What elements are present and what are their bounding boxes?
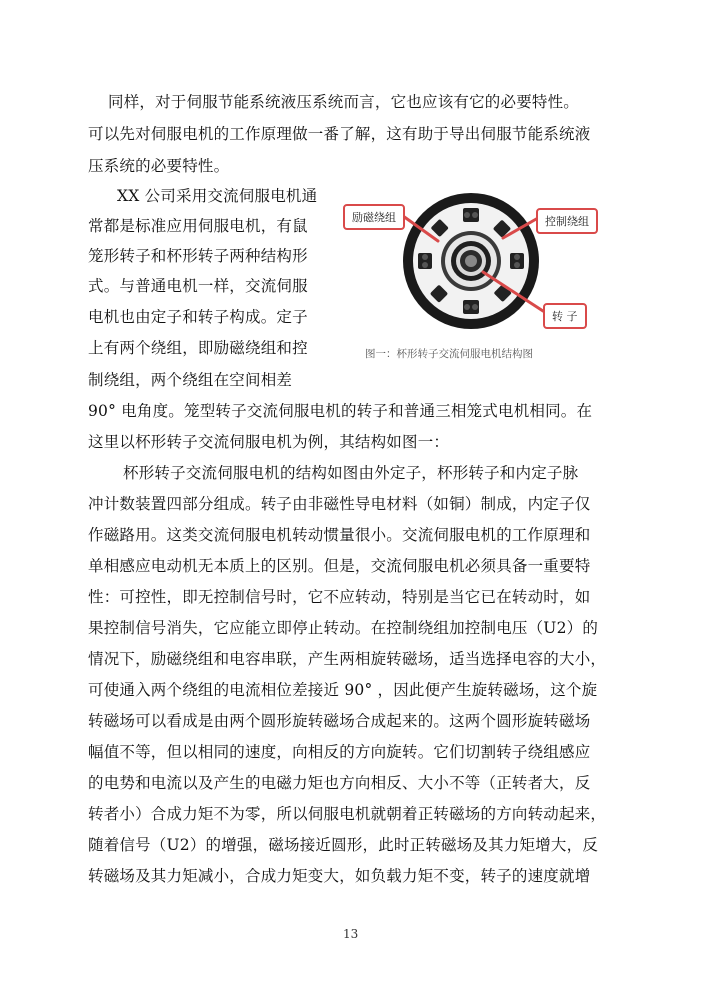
paragraph-2-line-6: 上有两个绕组，即励磁绕组和控 bbox=[88, 339, 308, 357]
paragraph-3-line-3: 作磁路用。这类交流伺服电机转动惯量很小。交流伺服电机的工作原理和 bbox=[88, 526, 591, 544]
motor-structure-figure bbox=[333, 186, 609, 362]
paragraph-3-line-9: 转磁场可以看成是由两个圆形旋转磁场合成起来的。这两个圆形旋转磁场 bbox=[88, 712, 591, 730]
callout-control-winding: 控制绕组 bbox=[536, 208, 598, 234]
paragraph-3-line-10: 幅值不等，但以相同的速度，向相反的方向旋转。它们切割转子绕组感应 bbox=[88, 743, 591, 761]
paragraph-2-line-9: 这里以杯形转子交流伺服电机为例，其结构如图一： bbox=[88, 433, 450, 451]
callout-excitation-winding: 励磁绕组 bbox=[343, 204, 405, 230]
paragraph-2-line-7: 制绕组，两个绕组在空间相差 bbox=[88, 371, 293, 389]
paragraph-3-line-2: 冲计数装置四部分组成。转子由非磁性导电材料（如铜）制成，内定子仅 bbox=[88, 495, 591, 513]
paragraph-3-line-6: 果控制信号消失，它应能立即停止转动。在控制绕组加控制电压（U2）的 bbox=[88, 619, 599, 637]
paragraph-2-line-4: 式。与普通电机一样，交流伺服 bbox=[88, 277, 308, 295]
paragraph-3-line-4: 单相感应电动机无本质上的区别。但是，交流伺服电机必须具备一重要特 bbox=[88, 557, 591, 575]
paragraph-1-line-3: 压系统的必要特性。 bbox=[88, 157, 230, 175]
paragraph-3-line-14: 转磁场及其力矩减小，合成力矩变大，如负载力矩不变，转子的速度就增 bbox=[88, 867, 591, 885]
paragraph-3-line-13: 随着信号（U2）的增强，磁场接近圆形，此时正转磁场及其力矩增大，反 bbox=[88, 836, 599, 854]
paragraph-1-line-2: 可以先对伺服电机的工作原理做一番了解，这有助于导出伺服节能系统液 bbox=[88, 125, 591, 143]
paragraph-3-line-5: 性：可控性，即无控制信号时，它不应转动，特别是当它已在转动时，如 bbox=[88, 588, 591, 606]
paragraph-2-line-1: XX 公司采用交流伺服电机通 bbox=[117, 187, 318, 205]
paragraph-2-line-2: 常都是标准应用伺服电机，有鼠 bbox=[88, 217, 308, 235]
paragraph-1-line-1: 同样，对于伺服节能系统液压系统而言，它也应该有它的必要特性。 bbox=[108, 93, 580, 111]
paragraph-2-line-8: 90° 电角度。笼型转子交流伺服电机的转子和普通三相笼式电机相同。在 bbox=[88, 402, 593, 420]
paragraph-3-line-12: 转者小）合成力矩不为零，所以伺服电机就朝着正转磁场的方向转动起来， bbox=[88, 805, 607, 823]
callout-rotor: 转 子 bbox=[543, 303, 587, 329]
paragraph-3-line-7: 情况下，励磁绕组和电容串联，产生两相旋转磁场，适当选择电容的大小， bbox=[88, 650, 607, 668]
paragraph-2-line-5: 电机也由定子和转子构成。定子 bbox=[88, 308, 308, 326]
paragraph-3-line-11: 的电势和电流以及产生的电磁力矩也方向相反、大小不等（正转者大，反 bbox=[88, 774, 591, 792]
figure-caption: 图一：杯形转子交流伺服电机结构图 bbox=[365, 348, 533, 360]
page-number: 13 bbox=[343, 927, 359, 941]
paragraph-3-line-1: 杯形转子交流伺服电机的结构如图由外定子，杯形转子和内定子脉 bbox=[123, 464, 579, 482]
paragraph-3-line-8: 可使通入两个绕组的电流相位差接近 90° ，因此便产生旋转磁场，这个旋 bbox=[88, 681, 598, 699]
paragraph-2-line-3: 笼形转子和杯形转子两种结构形 bbox=[88, 247, 308, 265]
